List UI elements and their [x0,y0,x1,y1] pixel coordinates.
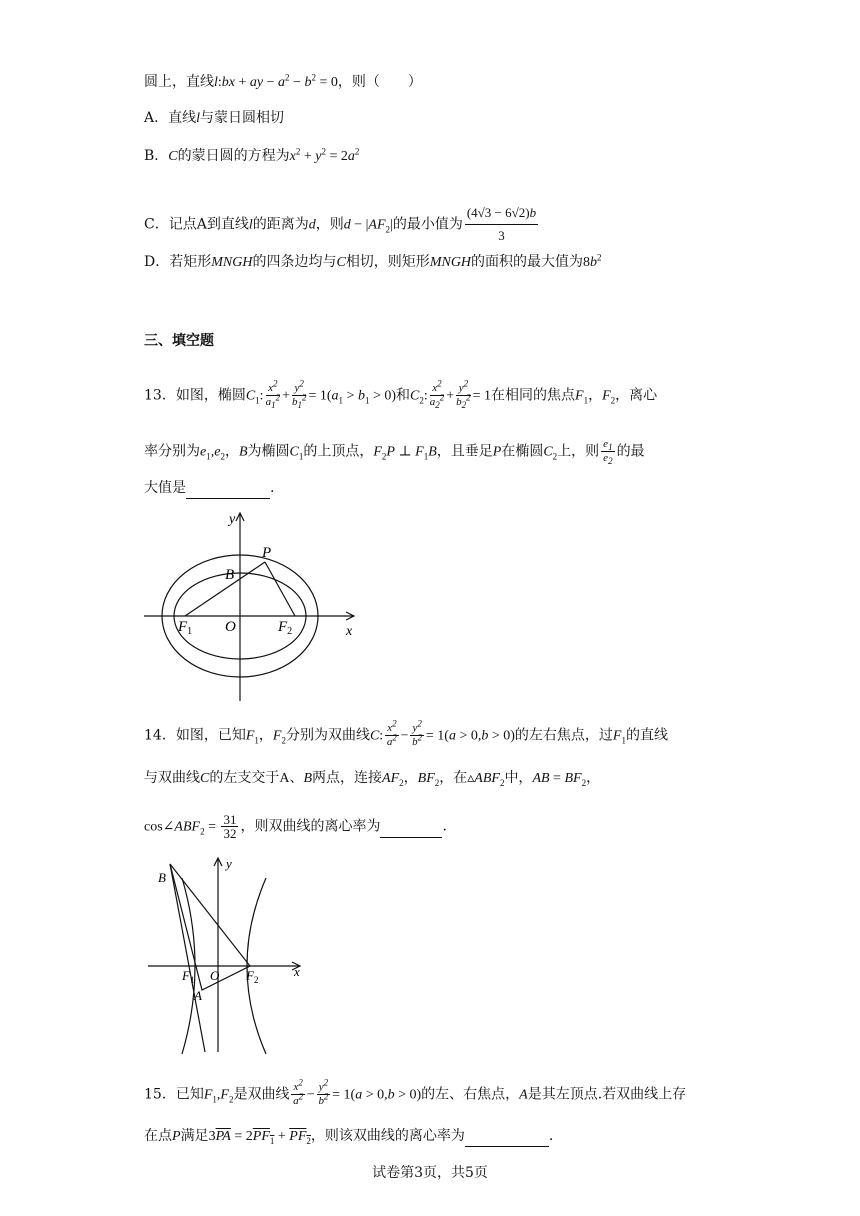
q12-option-c: C．记点A到直线l的距离为d，则$d - |AF_2|$的最小值为 $\frac{(4√3 - 6√2)b}{3}$ [144,202,540,247]
q12-option-a: A．直线l与蒙日圆相切 [144,110,285,126]
origin-label: O [210,968,220,983]
q13-line3: 大值是 . [144,478,274,499]
q12-intro-line: 圆上，直线l:bx + ay − $a^2 - b^2 = 0$，则（ ） [144,72,422,90]
focus-f1-label: $F_1$ [182,968,195,985]
q13-line2: 率分别为$e_1,e_2$，B为椭圆$C_1$的上顶点，$F_2P$ ⊥ $F_1B$，且垂足P在椭圆$C_2$上，则 $\frac{e_1}{e_2}$ 的最 [144,438,645,467]
q12-intro-text: 圆上，直线 [144,74,214,90]
x-axis-label: x [294,964,300,979]
q13-answer-blank[interactable] [186,478,270,499]
q13-ellipse-figure [140,505,370,705]
x-axis-label: x [346,624,353,639]
q15-line1: 15．已知$F_1,F_2$是双曲线 $\frac{x^2}{a^2}$ − $\frac{y^2}{b^2}$ = 1(a > 0,b > 0)的左、右焦点，A是其左顶点.若双曲线上存 [144,1077,687,1107]
section-title: 三、填空题 [144,333,214,349]
y-axis-label: y [226,856,232,871]
q14-answer-blank[interactable] [380,817,442,838]
q12-then-text: ，则（ ） [337,74,422,90]
q15-number: 15． [144,1086,176,1103]
point-a-label: A [194,988,202,1003]
q14-number: 14． [144,727,176,744]
q12-option-d: D．若矩形MNGH的四条边均与C相切，则矩形MNGH的面积的最大值为$8b^2$ [144,252,602,270]
point-b-label: B [225,567,235,583]
point-p-label: P [262,545,272,561]
q12-option-b: B．C的蒙日圆的方程为$x^2 + y^2 = 2a^2$ [144,146,360,164]
focus-f1-label: $F_1$ [178,619,193,637]
focus-f2-label: $F_2$ [278,619,293,637]
line-through-f1 [170,864,205,1052]
page-footer: 试卷第3页，共5页 [372,1165,488,1181]
origin-label: O [225,619,236,635]
q14-line3: $\cos\angle ABF_2$ = $\frac{31}{32}$ ，则双曲线的离心率为 . [144,812,447,841]
y-axis-label: y [229,512,236,527]
q14-hyperbola-figure [140,852,310,1057]
q14-line2: 与双曲线C的左支交于A、B两点，连接$AF_2$，$BF_2$，在$▵ABF_2$中，AB = $BF_2$， [144,770,601,788]
q13-line1: 13．如图，椭圆$C_1$: $\frac{x^2}{a_1^2}$ + $\frac{y^2}{b_1^2}$ = $1(a_1 > b_1 > 0)$和$C_2$: $\frac{x^2}{a_2^2}$ + $\frac{y^2}{b_2^2}$ = 1在相同的焦点$F_1$，$F_2$，离心 [144,378,658,411]
point-b-label: B [158,870,166,885]
q15-answer-blank[interactable] [465,1126,549,1147]
focus-f2-label: $F_2$ [246,968,259,985]
q13-number: 13． [144,387,176,404]
q14-line1: 14．如图，已知$F_1$，$F_2$分别为双曲线C: $\frac{x^2}{a^2}$ − $\frac{y^2}{b^2}$ = 1(a > 0,b > 0)的左右焦点，过$F_1$的直线 [144,718,668,748]
q12-line-equation: l [214,75,218,90]
q15-line2: 在点P满足$3\overline{PA} = 2PF_1 + PF_2$，则该双曲线的离心率为 . [144,1128,554,1146]
q12-option-c-fraction: $\frac{(4√3 - 6√2)b}{3}$ [465,202,538,247]
